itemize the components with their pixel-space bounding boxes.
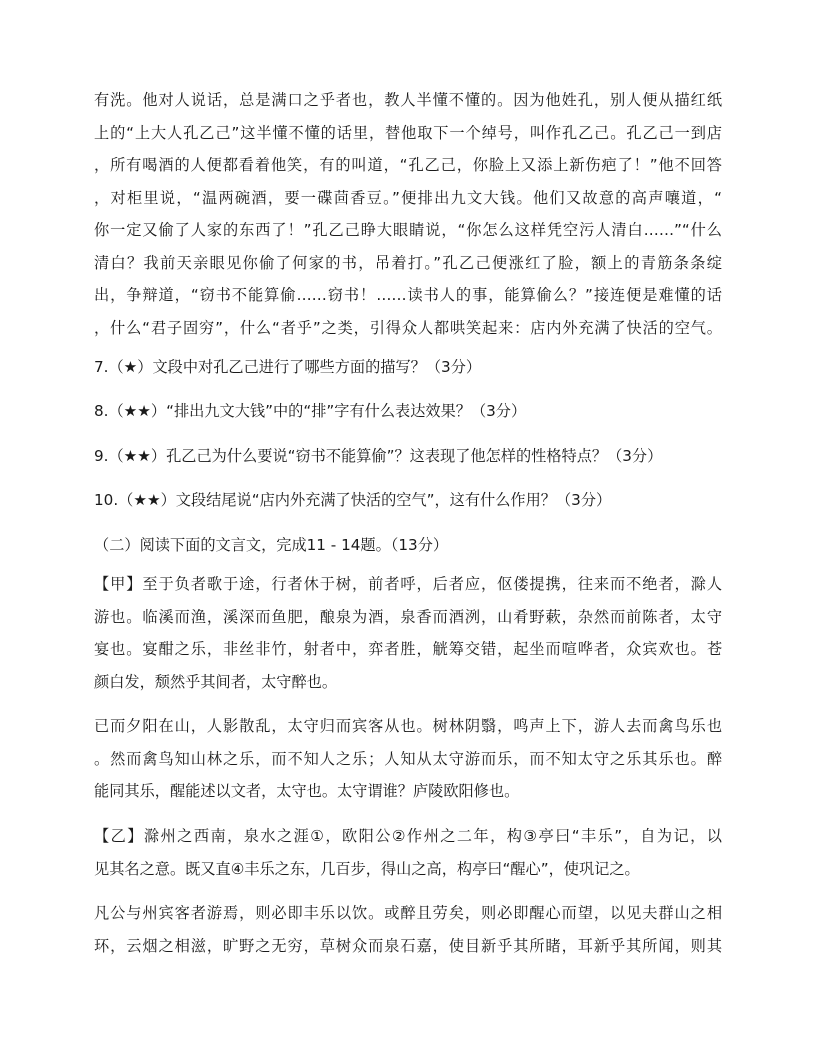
passage-line: 。然而禽鸟知山林之乐，而不知人之乐；人知从太守游而乐，而不知太守之乐其乐也。醉 [94,749,722,768]
question-9: 9.（★★）孔乙己为什么要说“窃书不能算偷”？这表现了他怎样的性格特点？（3分） [94,447,663,465]
question-7: 7.（★）文段中对孔乙己进行了哪些方面的描写？（3分） [94,358,482,376]
section-2-heading: （二）阅读下面的文言文，完成11 - 14题。（13分） [94,536,449,554]
passage-line: 环，云烟之相滋，旷野之无穷，草树众而泉石嘉，使目新乎其所睹，耳新乎其所闻，则其 [94,936,722,955]
passage-line: 【甲】至于负者歌于途，行者休于树，前者呼，后者应，伛偻提携，往来而不绝者，滁人 [94,575,722,593]
passage-line: ，对柜里说，“温两碗酒，要一碟茴香豆。”便排出九文大钱。他们又故意的高声嚷道，“ [94,188,722,207]
passage-line: 能同其乐，醒能述以文者，太守也。太守谓谁？庐陵欧阳修也。 [94,782,520,800]
passage-line: 出，争辩道，“窃书不能算偷……窃书！……读书人的事，能算偷么？”接连便是难懂的话 [94,286,722,304]
passage-line: 【乙】滁州之西南，泉水之涯①，欧阳公②作州之二年，构③亭曰“丰乐”，自为记，以 [94,827,722,845]
yi-paragraph-1 [94,820,722,885]
passage-line: 已而夕阳在山，人影散乱，太守归而宾客从也。树林阴翳，鸣声上下，游人去而禽鸟乐也 [94,717,722,735]
passage-line: 游也。临溪而渔，溪深而鱼肥，酿泉为酒，泉香而酒洌，山肴野蔌，杂然而前陈者，太守 [94,607,722,626]
yi-paragraph-2 [94,897,722,962]
passage-line: 上的“上大人孔乙己”这半懂不懂的话里，替他取下一个绰号，叫作孔乙己。孔乙己一到店 [94,123,722,142]
passage-line: 清白？我前天亲眼见你偷了何家的书，吊着打。”孔乙己便涨红了脸，额上的青筋条条绽 [94,253,722,272]
question-8: 8.（★★）“排出九文大钱”中的“排”字有什么表达效果？（3分） [94,402,527,420]
question-10: 10.（★★）文段结尾说“店内外充满了快活的空气”，这有什么作用？（3分） [94,491,612,509]
passage-line: 凡公与州宾客者游焉，则必即丰乐以饮。或醉且劳矣，则必即醒心而望，以见夫群山之相 [94,904,722,922]
passage-line: 你一定又偷了人家的东西了！”孔乙己睁大眼睛说，“你怎么这样凭空污人清白……”“什么 [94,221,722,239]
jia-paragraph-2 [94,710,722,808]
passage-line: 颜白发，颓然乎其间者，太守醉也。 [94,672,337,691]
passage-line: ，什么“君子固穷”，什么“者乎”之类，引得众人都哄笑起来：店内外充满了快活的空气。 [94,318,722,337]
passage-line: 宴也。宴酣之乐，非丝非竹，射者中，弈者胜，觥筹交错，起坐而喧哗者，众宾欢也。苍 [94,640,722,658]
kongyiji-passage [94,84,722,344]
passage-line: 有洗。他对人说话，总是满口之乎者也，教人半懂不懂的。因为他姓孔，别人便从描红纸 [94,91,722,109]
passage-line: 见其名之意。既又直④丰乐之东，几百步，得山之高，构亭曰“醒心”，使巩记之。 [94,859,640,878]
passage-line: ，所有喝酒的人便都看着他笑，有的叫道，“孔乙己，你脸上又添上新伤疤了！”他不回答 [94,156,722,174]
jia-paragraph-1 [94,568,722,698]
